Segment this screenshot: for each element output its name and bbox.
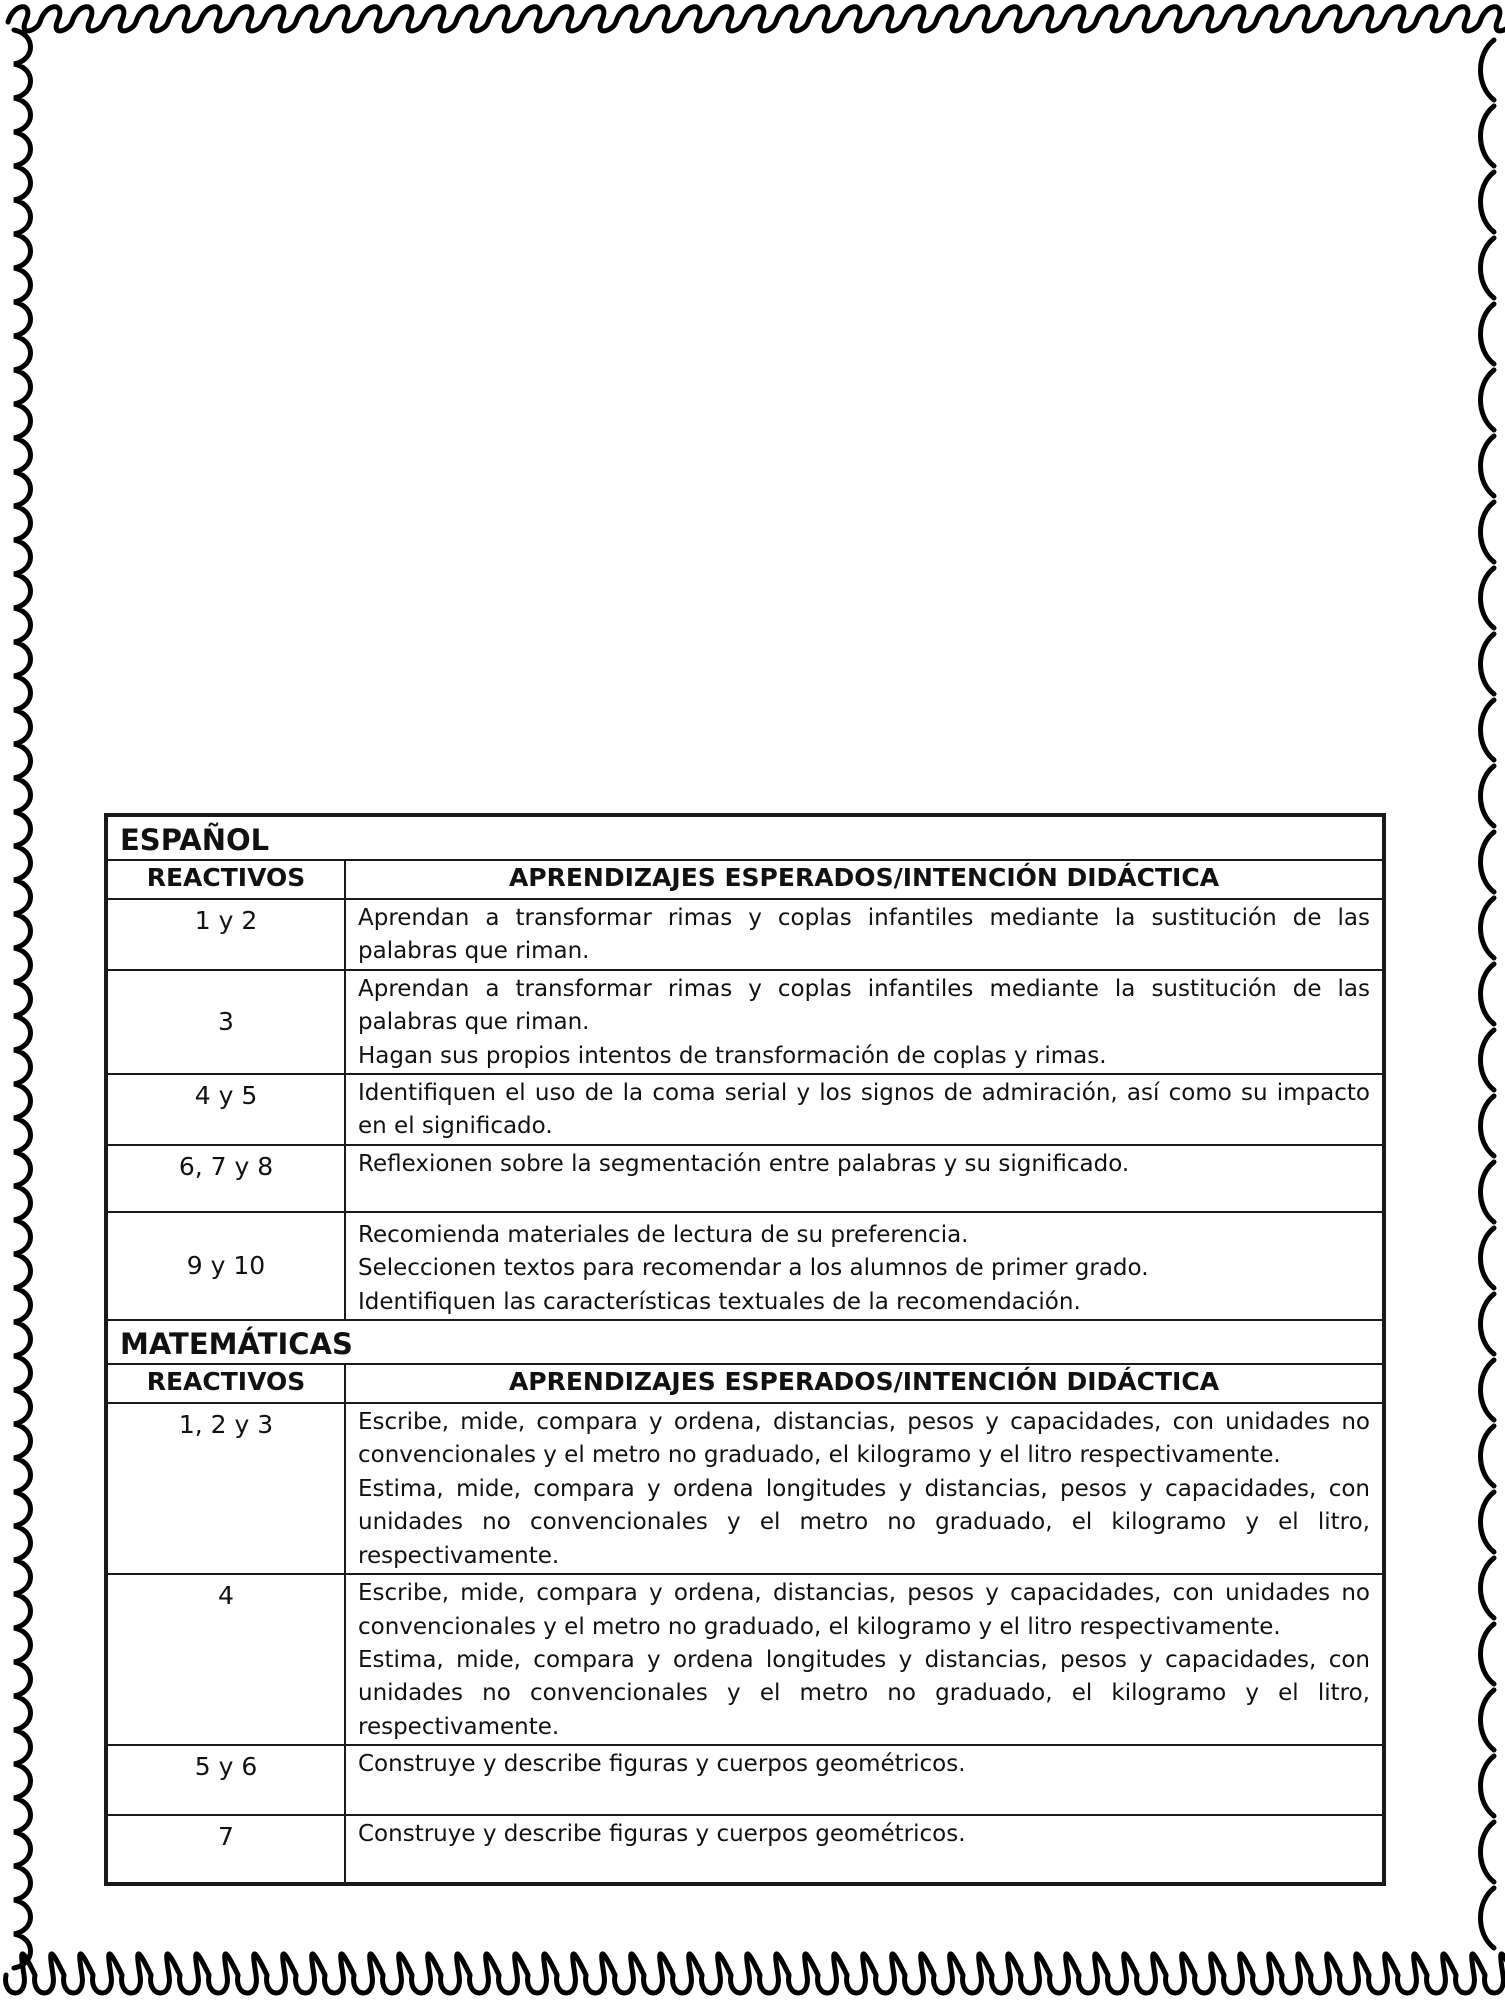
espanol-section-title: ESPAÑOL xyxy=(107,816,1383,860)
aprendizaje-line: Aprendan a transformar rimas y coplas infantiles mediante la sustitución de las palabras que riman. xyxy=(358,905,1370,965)
aprendizaje-line: Escribe, mide, compara y ordena, distancias, pesos y capacidades, con unidades no convencionales y el metro no graduado, el kilogramo y el litro respectivamente. xyxy=(358,1409,1370,1469)
border-left-scallops xyxy=(14,30,31,1968)
table-row xyxy=(107,1074,1383,1145)
reactivo-cell: 4 xyxy=(107,1574,345,1745)
border-right-arcs xyxy=(1481,40,1495,1948)
aprendizaje-line: Construye y describe figuras y cuerpos geométricos. xyxy=(358,1821,966,1848)
espanol-table xyxy=(106,815,1384,1884)
espanol-reactivos-header: REACTIVOS xyxy=(107,860,345,899)
table-row xyxy=(107,1145,1383,1212)
aprendizaje-line: Identifiquen el uso de la coma serial y los signos de admiración, así como su impacto en el significado. xyxy=(358,1080,1370,1140)
table-row xyxy=(107,970,1383,1074)
aprendizaje-cell xyxy=(345,1145,1383,1212)
aprendizaje-line: Escribe, mide, compara y ordena, distancias, pesos y capacidades, con unidades no convencionales y el metro no graduado, el kilogramo y el litro respectivamente. xyxy=(358,1580,1370,1640)
reactivo-cell: 7 xyxy=(107,1815,345,1883)
reactivo-cell: 6, 7 y 8 xyxy=(107,1145,345,1212)
espanol-aprendizajes-header: APRENDIZAJES ESPERADOS/INTENCIÓN DIDÁCTICA xyxy=(345,860,1383,899)
aprendizaje-line: Estima, mide, compara y ordena longitudes y distancias, pesos y capacidades, con unidades no convencionales y el metro no graduado, el kilogramo y el litro, respectivamente. xyxy=(358,1646,1370,1740)
aprendizaje-cell xyxy=(345,899,1383,970)
reactivo-cell: 1 y 2 xyxy=(107,899,345,970)
aprendizaje-line: Reflexionen sobre la segmentación entre palabras y su significado. xyxy=(358,1150,1130,1177)
aprendizaje-cell xyxy=(345,1574,1383,1745)
aprendizaje-cell xyxy=(345,970,1383,1074)
aprendizaje-line: Hagan sus propios intentos de transformación de coplas y rimas. xyxy=(358,1042,1107,1069)
table-row xyxy=(107,899,1383,970)
aprendizaje-cell xyxy=(345,1212,1383,1320)
reactivo-cell: 5 y 6 xyxy=(107,1745,345,1815)
aprendizaje-line: Seleccionen textos para recomendar a los alumnos de primer grado. xyxy=(358,1255,1149,1282)
aprendizaje-cell xyxy=(345,1403,1383,1574)
matematicas-aprendizajes-header: APRENDIZAJES ESPERADOS/INTENCIÓN DIDÁCTICA xyxy=(345,1364,1383,1403)
matematicas-section-title: MATEMÁTICAS xyxy=(107,1320,1383,1364)
table-row xyxy=(107,1212,1383,1320)
reactivo-cell: 9 y 10 xyxy=(107,1212,345,1320)
aprendizaje-line: Recomienda materiales de lectura de su preferencia. xyxy=(358,1221,969,1248)
table-row xyxy=(107,1815,1383,1883)
reactivo-cell: 3 xyxy=(107,970,345,1074)
border-top-loops xyxy=(8,7,1505,31)
aprendizaje-cell xyxy=(345,1074,1383,1145)
reactivo-cell: 1, 2 y 3 xyxy=(107,1403,345,1574)
aprendizaje-line: Aprendan a transformar rimas y coplas infantiles mediante la sustitución de las palabras que riman. xyxy=(358,975,1370,1036)
matematicas-reactivos-header: REACTIVOS xyxy=(107,1364,345,1403)
border-bottom-loops xyxy=(6,1954,1505,1993)
table-row xyxy=(107,1574,1383,1745)
aprendizaje-line: Identifiquen las características textuales de la recomendación. xyxy=(358,1288,1081,1315)
evaluation-table-sheet xyxy=(104,813,1386,1886)
table-row xyxy=(107,1403,1383,1574)
table-row xyxy=(107,1745,1383,1815)
aprendizaje-line: Estima, mide, compara y ordena longitudes y distancias, pesos y capacidades, con unidades no convencionales y el metro no graduado, el kilogramo y el litro, respectivamente. xyxy=(358,1475,1370,1569)
reactivo-cell: 4 y 5 xyxy=(107,1074,345,1145)
aprendizaje-cell xyxy=(345,1815,1383,1883)
aprendizaje-cell xyxy=(345,1745,1383,1815)
aprendizaje-line: Construye y describe figuras y cuerpos geométricos. xyxy=(358,1751,966,1778)
